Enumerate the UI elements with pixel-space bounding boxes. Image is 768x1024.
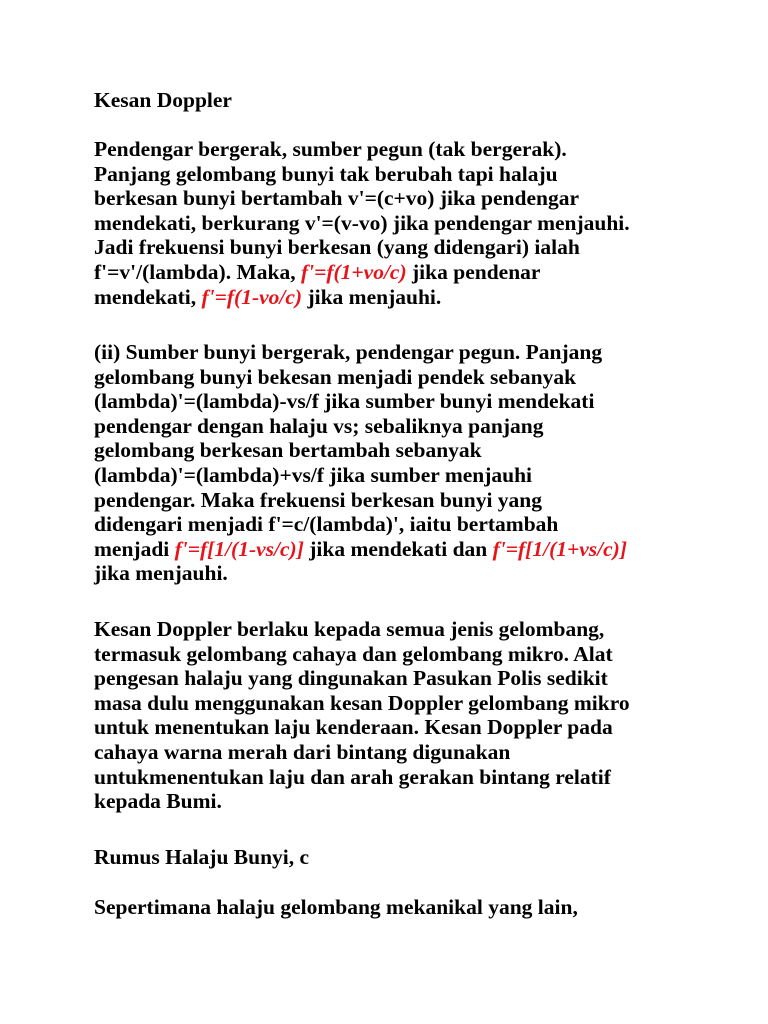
text-line: masa dulu menggunakan kesan Doppler gelombang mikro [94,690,630,715]
text-line: gelombang berkesan bertambah sebanyak [94,438,482,463]
formula: f'=f[1/(1-vs/c)] [174,536,304,561]
text-line: gelombang bunyi bekesan menjadi pendek sebanyak [94,364,577,389]
text-line: untuk menentukan laju kenderaan. Kesan Doppler pada [94,715,613,740]
text-line: didengari menjadi f'=c/(lambda)', iaitu bertambah [94,512,559,537]
text-line: Pendengar bergerak, sumber pegun (tak bergerak). [94,137,567,161]
formula: f'=f[1/(1+vs/c)] [492,536,627,561]
text-line: mendekati, berkurang v'=(v-vo) jika pendengar menjauhi. [94,210,630,235]
text-segment: f'=v'/(lambda). Maka, [94,259,301,284]
text-line: (lambda)'=(lambda)-vs/f jika sumber bunyi mendekati [94,389,595,414]
paragraph-2 [94,340,734,586]
text-line [94,537,734,562]
formula: f'=f(1-vo/c) [201,284,303,309]
paragraph-4 [94,895,734,920]
text-line [94,260,734,285]
subheading [94,845,734,870]
formula: f'=f(1+vo/c) [300,259,407,284]
text-line: (lambda)'=(lambda)+vs/f jika sumber menjauhi [94,462,533,487]
subheading-text: Rumus Halaju Bunyi, c [94,845,310,869]
text-line: cahaya warna merah dari bintang digunakan [94,739,511,764]
heading [94,88,734,113]
text-segment: jika menjauhi. [302,284,442,309]
text-line [94,285,734,310]
heading-text: Kesan Doppler [94,88,232,112]
text-segment: mendekati, [94,284,202,309]
text-line: Kesan Doppler berlaku kepada semua jenis gelombang, [94,617,605,641]
paragraph-1 [94,137,734,309]
text-line: (ii) Sumber bunyi bergerak, pendengar pegun. Panjang [94,340,603,364]
text-segment: jika pendenar [406,259,541,284]
text-line: termasuk gelombang cahaya dan gelombang mikro. Alat [94,641,613,666]
text-line: Panjang gelombang bunyi tak berubah tapi halaju [94,161,558,186]
text-line: pengesan halaju yang dingunakan Pasukan Polis sedikit [94,666,608,691]
text-segment: jika mendekati dan [303,536,493,561]
text-line: kepada Bumi. [94,789,222,814]
text-segment: menjadi [94,536,175,561]
text-line: untukmenentukan laju dan arah gerakan bintang relatif [94,764,611,789]
text-line: pendengar dengan halaju vs; sebaliknya panjang [94,413,544,438]
text-line: pendengar. Maka frekuensi berkesan bunyi yang [94,487,543,512]
text-line: Jadi frekuensi bunyi berkesan (yang didengari) ialah [94,235,580,260]
text-line: Sepertimana halaju gelombang mekanikal yang lain, [94,895,578,919]
text-line: jika menjauhi. [94,561,228,586]
text-line: berkesan bunyi bertambah v'=(c+vo) jika pendengar [94,186,579,211]
paragraph-3 [94,617,734,814]
